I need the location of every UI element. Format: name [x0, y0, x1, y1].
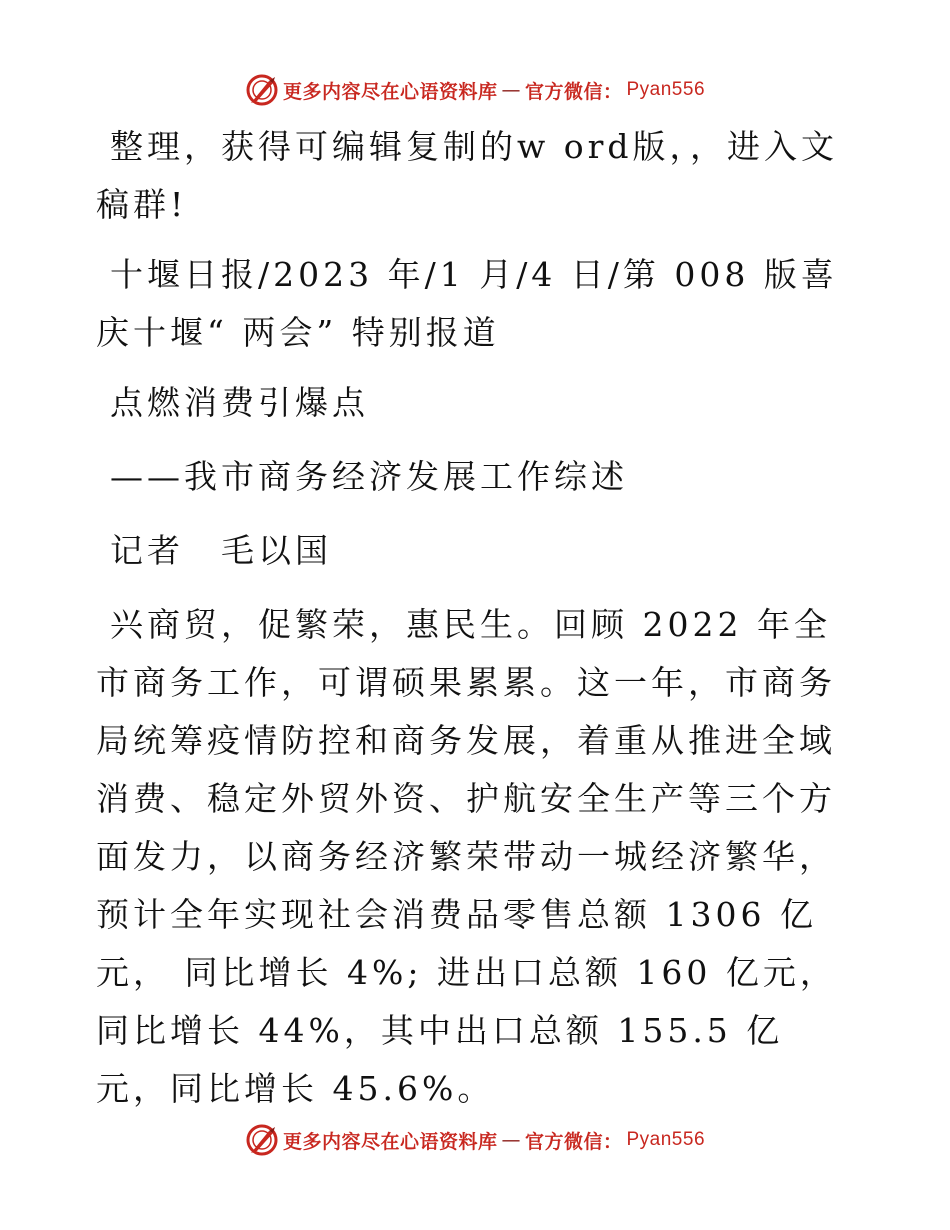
article-headline: 点燃消费引爆点 — [110, 383, 369, 422]
watermark-wechat-id: Pyan556 — [626, 1129, 706, 1150]
watermark-header — [0, 70, 950, 110]
watermark-suffix-text: 官方微信： — [524, 1130, 623, 1153]
intro-paragraph: 整理，获得可编辑复制的w ord版，，进入文稿群! — [96, 127, 839, 224]
watermark-separator: — — [501, 1129, 521, 1151]
document-body — [96, 118, 856, 1118]
article-subheadline: ——我市商务经济发展工作综述 — [110, 457, 628, 496]
watermark-main-text: 更多内容尽在心语资料库 — [282, 80, 498, 103]
watermark-footer — [0, 1120, 950, 1160]
source-line: 十堰日报/2023 年/1 月/4 日/第 008 版喜庆十堰“ 两会” 特别报道 — [96, 255, 838, 352]
watermark-separator: — — [501, 79, 521, 101]
article-body-paragraph: 兴商贸，促繁荣，惠民生。回顾 2022 年全市商务工作，可谓硕果累累。这一年，市商务局统筹疫情防控和商务发展，着重从推进全域消费、稳定外贸外资、护航安全生产等三个方面发力，以商务经济繁荣带动一城经济繁华， 预计全年实现社会消费品零售总额 1306 亿元， 同比增长 4%; 进出口总额 160 亿元，同比增长 44%，其中出口总额 155.5 亿元，同比增长 45.6%。 — [96, 605, 837, 1108]
quill-logo-icon — [245, 73, 279, 107]
watermark-wechat-id: Pyan556 — [626, 79, 706, 100]
watermark-main-text: 更多内容尽在心语资料库 — [282, 1130, 498, 1153]
watermark-suffix-text: 官方微信： — [524, 80, 623, 103]
article-byline: 记者 毛以国 — [110, 531, 332, 570]
quill-logo-icon — [245, 1123, 279, 1157]
